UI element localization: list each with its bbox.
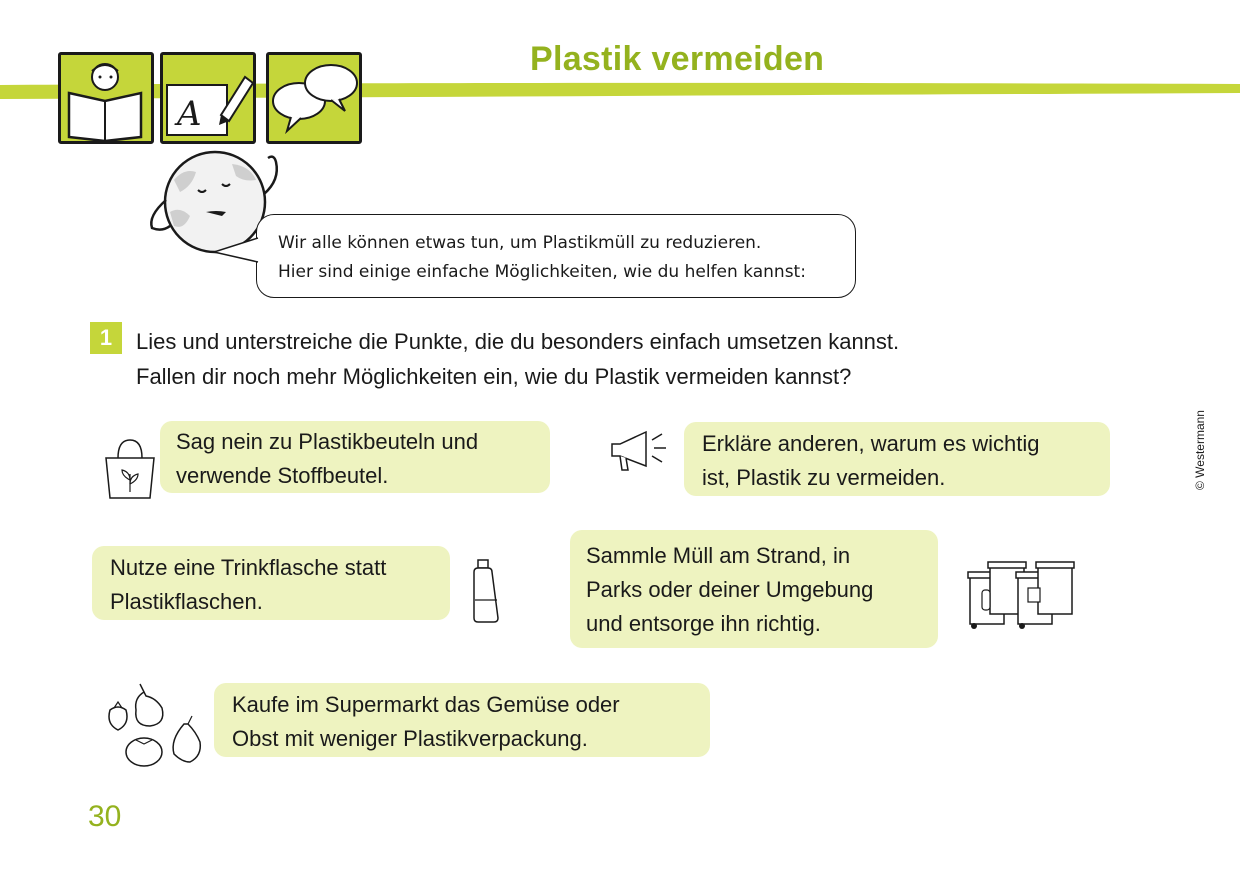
tip-line: Sammle Müll am Strand, in xyxy=(586,543,851,568)
tip-line: Erkläre anderen, warum es wichtig xyxy=(702,431,1040,456)
tip-line: ist, Plastik zu vermeiden. xyxy=(702,465,946,490)
speech-text xyxy=(278,229,806,287)
svg-text:A: A xyxy=(177,94,202,134)
tip-line: Obst mit weniger Plastikverpackung. xyxy=(232,726,588,751)
speech-bubbles-icon xyxy=(266,52,362,144)
recycling-bins-icon xyxy=(966,560,1076,630)
tip-line: und entsorge ihn richtig. xyxy=(586,611,821,636)
water-bottle-icon xyxy=(464,556,504,626)
fruit-vegetables-icon xyxy=(104,680,210,772)
tip-line: Parks oder deiner Umgebung xyxy=(586,577,874,602)
megaphone-icon xyxy=(606,426,674,476)
tip-line: Kaufe im Supermarkt das Gemüse oder xyxy=(232,692,620,717)
writing-icon xyxy=(160,52,256,144)
task-number: 1 xyxy=(90,322,122,354)
tip-collect-litter xyxy=(570,530,938,648)
tote-bag-icon xyxy=(100,436,160,502)
tip-cloth-bag xyxy=(160,421,550,493)
tip-line: verwende Stoffbeutel. xyxy=(176,463,389,488)
task-instructions xyxy=(136,324,899,394)
tip-water-bottle xyxy=(92,546,450,620)
task-line: Lies und unterstreiche die Punkte, die du besonders einfach umsetzen kannst. xyxy=(136,329,900,354)
speech-bubble-tail xyxy=(212,236,262,266)
reading-icon xyxy=(58,52,154,144)
speech-line: Wir alle können etwas tun, um Plastikmüll zu reduzieren. xyxy=(278,233,762,253)
tip-line: Nutze eine Trinkflasche statt xyxy=(110,555,387,580)
copyright-notice: © Westermann xyxy=(1193,410,1207,490)
page-number: 30 xyxy=(88,800,122,833)
tip-line: Sag nein zu Plastikbeuteln und xyxy=(176,429,479,454)
page-title: Plastik vermeiden xyxy=(530,40,825,78)
task-line: Fallen dir noch mehr Möglichkeiten ein, wie du Plastik vermeiden kannst? xyxy=(136,364,852,389)
tip-line: Plastikflaschen. xyxy=(110,589,263,614)
tip-shopping xyxy=(214,683,710,757)
tip-explain xyxy=(684,422,1110,496)
speech-line: Hier sind einige einfache Möglichkeiten, wie du helfen kannst: xyxy=(278,262,806,282)
